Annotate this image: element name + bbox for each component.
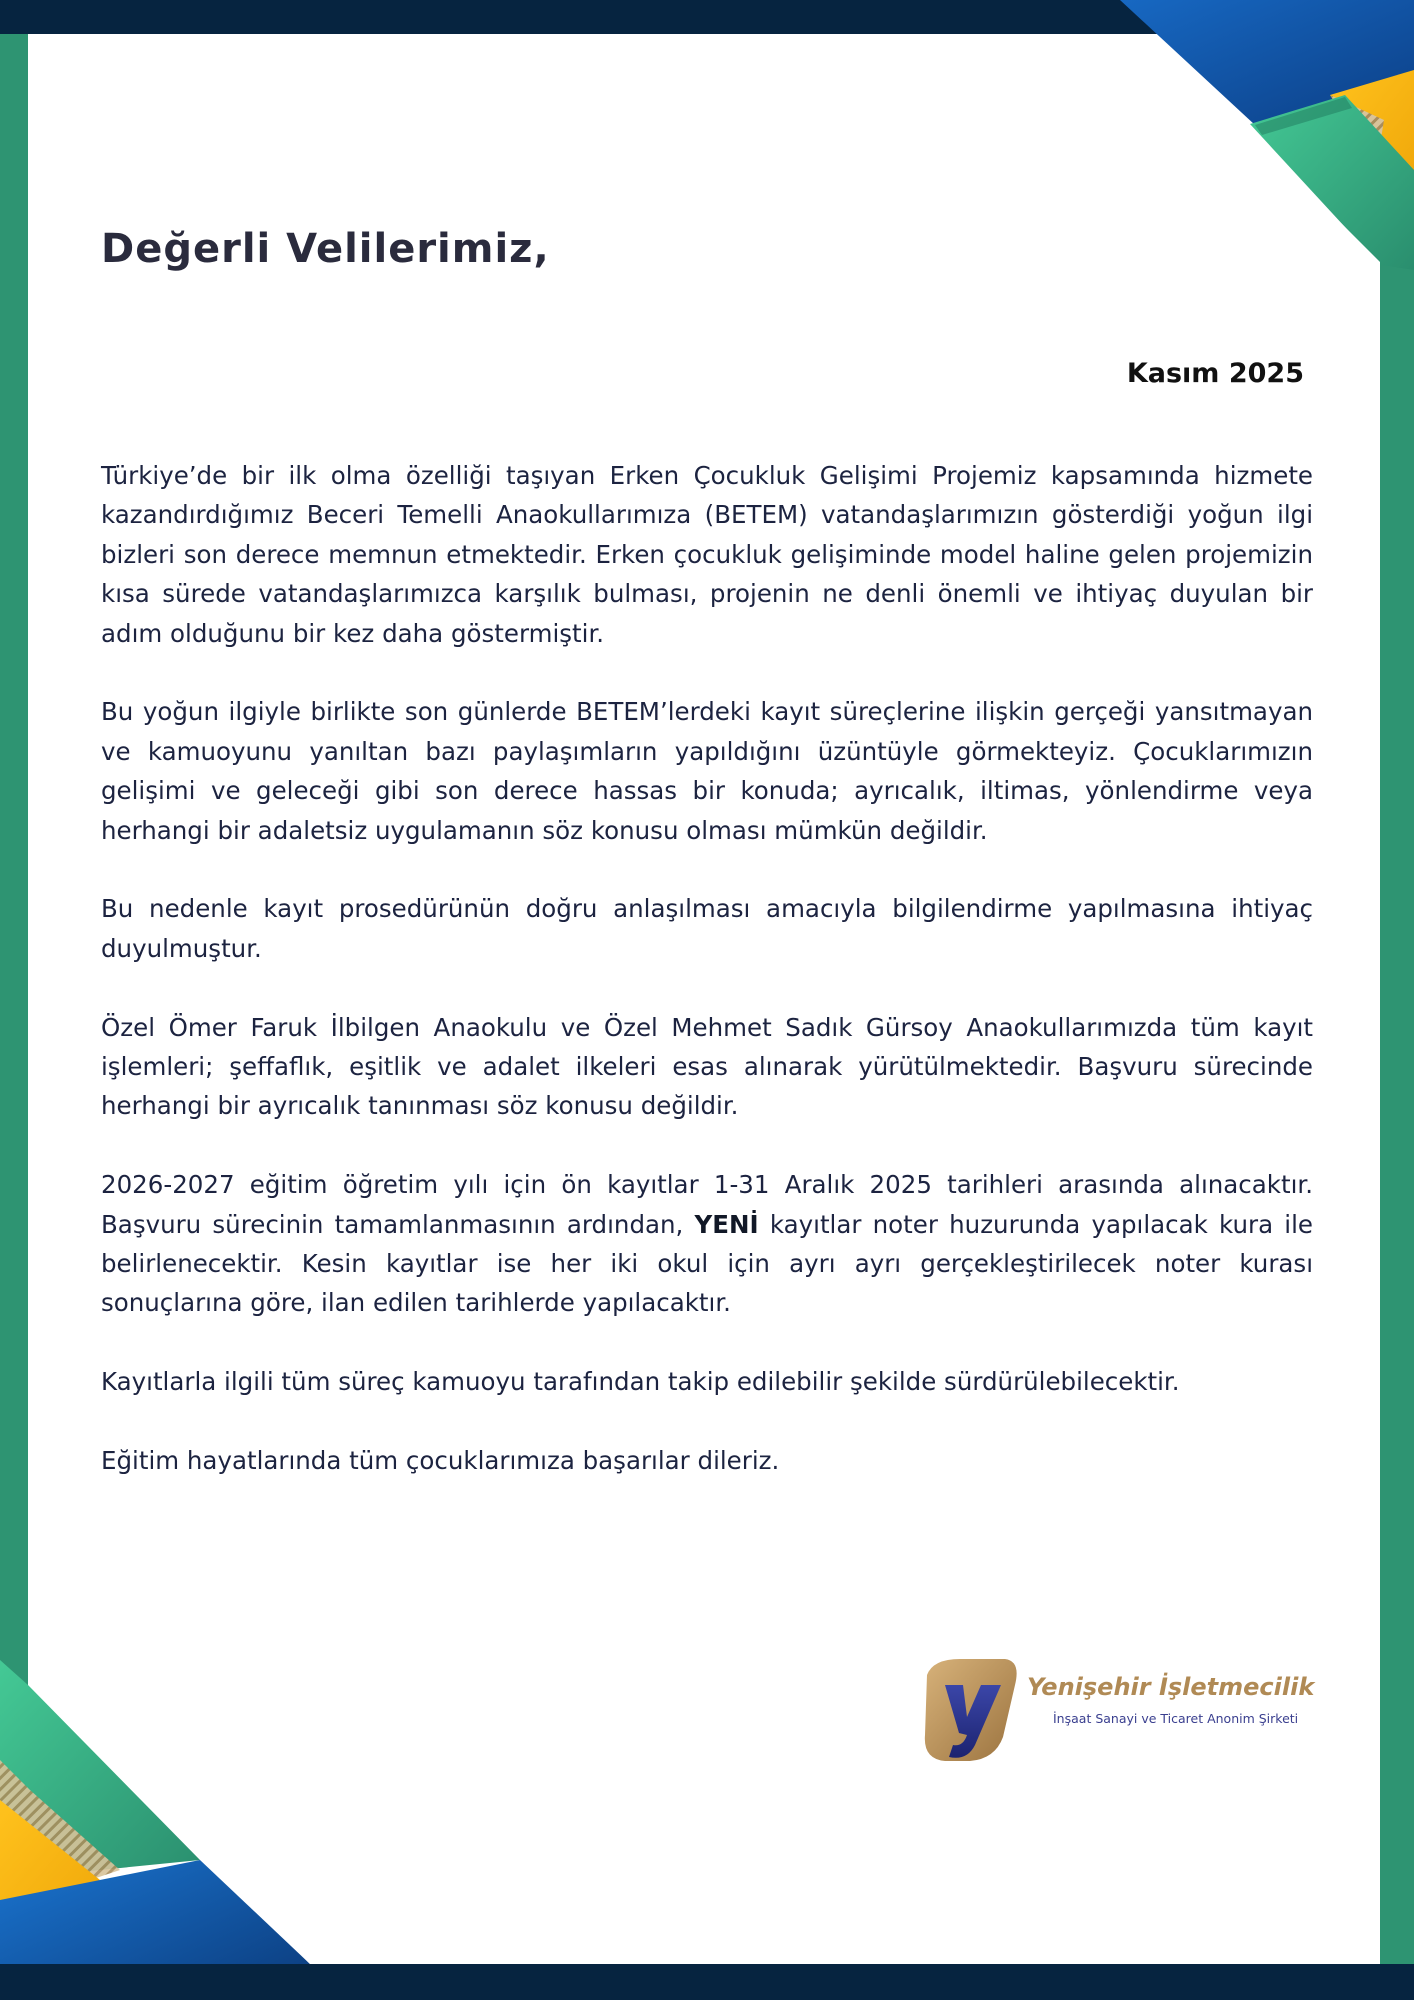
letter-greeting: Değerli Velilerimiz, xyxy=(101,226,550,272)
paragraph-6: Kayıtlarla ilgili tüm süreç kamuoyu tarafından takip edilebilir şekilde sürdürülebilecektir. xyxy=(101,1367,1180,1397)
paragraph-5 xyxy=(101,1165,1313,1323)
paragraph-7: Eğitim hayatlarında tüm çocuklarımıza başarılar dileriz. xyxy=(101,1446,780,1476)
paragraph-3: Bu nedenle kayıt prosedürünün doğru anlaşılması amacıyla bilgilendirme yapılmasına ihtiyaç duyulmuştur. xyxy=(101,894,1313,963)
company-logo xyxy=(915,1655,1315,1765)
letter-body xyxy=(101,456,1313,1520)
paragraph-1: Türkiye’de bir ilk olma özelliği taşıyan Erken Çocukluk Gelişimi Projemiz kapsamında hizmete kazandırdığımız Beceri Temelli Anaokullarımıza (BETEM) vatandaşlarımızın gösterdiği yoğun ilgi bizleri son derece memnun etmektedir. Erken çocukluk gelişiminde model haline gelen projemizin kısa sürede vatandaşlarımızca karşılık bulması, projenin ne denli önemli ve ihtiyaç duyulan bir adım olduğunu bir kez daha göstermiştir. xyxy=(101,461,1313,648)
paragraph-5-part2: kayıtlar noter huzurunda yapılacak kura ile belirlenecektir. Kesin kayıtlar ise her iki okul için ayrı ayrı gerçekleştirilecek noter kurası sonuçlarına göre, ilan edilen tarihlerde yapılacaktır. xyxy=(101,1209,1313,1318)
logo-company-subtitle: İnşaat Sanayi ve Ticaret Anonim Şirketi xyxy=(1053,1711,1299,1726)
paragraph-5-part1: 2026-2027 eğitim öğretim yılı için ön kayıtlar 1-31 Aralık 2025 tarihleri arasında alınacaktır. Başvuru sürecinin tamamlanmasının ardından, xyxy=(101,1170,1313,1239)
paragraph-5-emphasis: YENİ xyxy=(694,1209,759,1239)
letter-date: Kasım 2025 xyxy=(1126,358,1304,389)
paragraph-2: Bu yoğun ilgiyle birlikte son günlerde BETEM’lerdeki kayıt süreçlerine ilişkin gerçeği yansıtmayan ve kamuoyunu yanıltan bazı paylaşımların yapıldığını üzüntüyle görmekteyiz. Çocuklarımızın gelişimi ve geleceği gibi son derece hassas bir konuda; ayrıcalık, iltimas, yönlendirme veya herhangi bir adaletsiz uygulamanın söz konusu olması mümkün değildir. xyxy=(101,697,1313,845)
paragraph-4: Özel Ömer Faruk İlbilgen Anaokulu ve Özel Mehmet Sadık Gürsoy Anaokullarımızda tüm kayıt işlemleri; şeffaflık, eşitlik ve adalet ilkeleri esas alınarak yürütülmektedir. Başvuru sürecinde herhangi bir ayrıcalık tanınması söz konusu değildir. xyxy=(101,1012,1313,1121)
logo-mark-icon xyxy=(915,1655,1025,1765)
logo-company-name: Yenişehir İşletmecilik xyxy=(1027,1673,1315,1701)
svg-text:y: y xyxy=(915,1655,916,1656)
